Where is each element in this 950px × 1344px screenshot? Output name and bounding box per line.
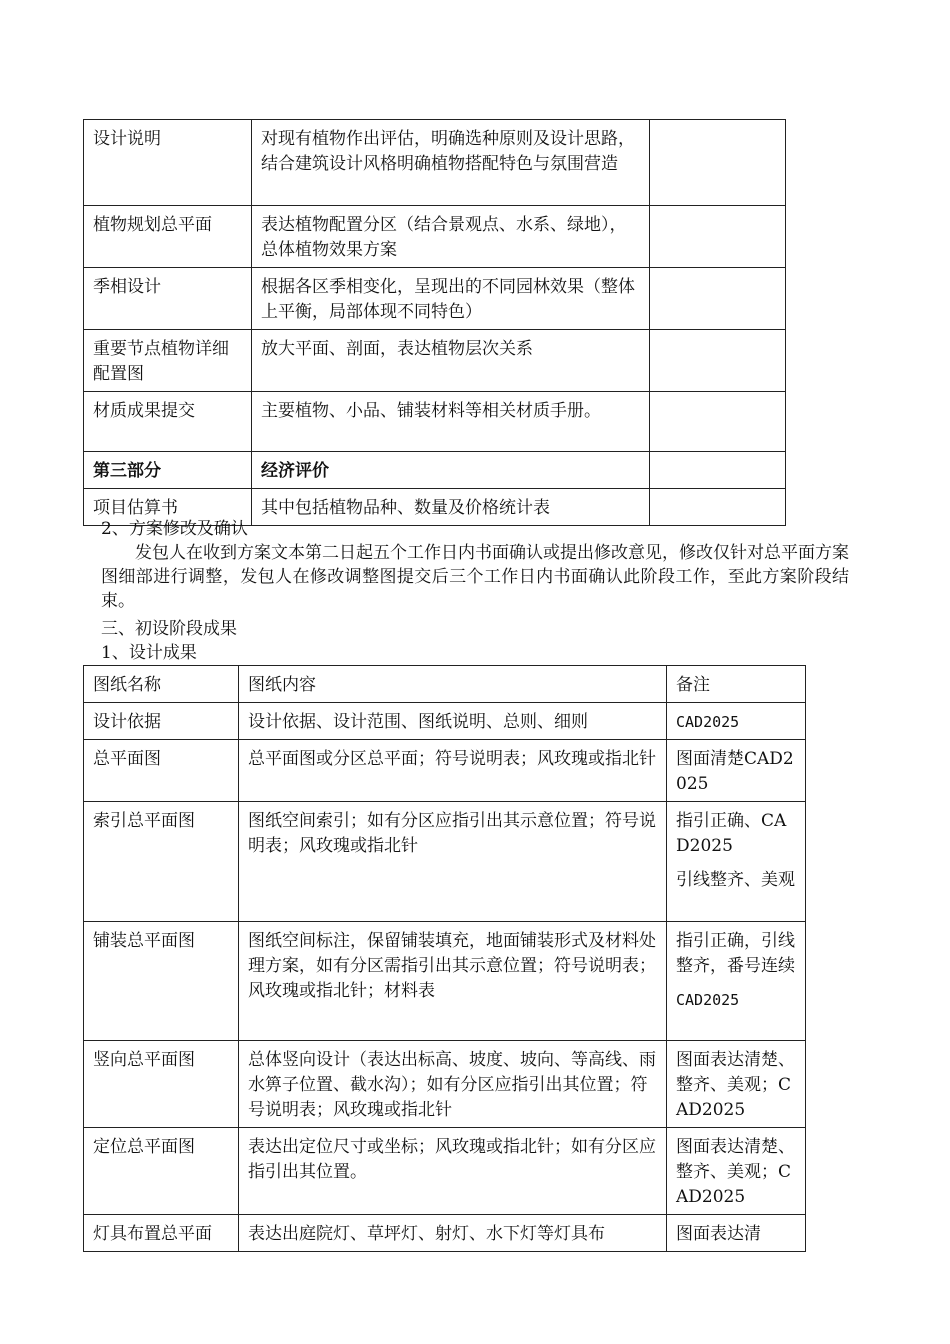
table-row [84, 1128, 806, 1215]
drawing-content-cell: 根据各区季相变化，呈现出的不同园林效果（整体上平衡，局部体现不同特色） [252, 268, 650, 330]
drawing-name-cell: 重要节点植物详细配置图 [84, 330, 252, 392]
table-row [84, 268, 786, 330]
note-cell [650, 392, 786, 452]
drawing-content-cell: 表达出庭院灯、草坪灯、射灯、水下灯等灯具布 [239, 1215, 667, 1252]
note-cell [650, 452, 786, 489]
note-cell [650, 489, 786, 526]
column-header: 备注 [667, 666, 806, 703]
drawing-content-cell: 放大平面、剖面，表达植物层次关系 [252, 330, 650, 392]
note-cell [650, 330, 786, 392]
drawing-name-cell: 材质成果提交 [84, 392, 252, 452]
note-cell [667, 1041, 806, 1128]
section-title-cell: 经济评价 [252, 452, 650, 489]
table-row [84, 206, 786, 268]
table-row [84, 1215, 806, 1252]
drawing-name-cell: 定位总平面图 [84, 1128, 239, 1215]
note-cell [667, 922, 806, 1041]
note-line: CAD2025 [676, 991, 740, 1009]
drawing-name-cell: 总平面图 [84, 740, 239, 802]
section-header-row [84, 452, 786, 489]
note-line: 引线整齐、美观 [676, 870, 795, 890]
note-line: 图面表达清楚、整齐、美观；CAD2025 [676, 1050, 795, 1120]
section-heading: 2、方案修改及确认 [101, 519, 248, 539]
table-row [84, 740, 806, 802]
drawing-content-cell: 图纸空间索引；如有分区应指引出其示意位置；符号说明表；风玫瑰或指北针 [239, 802, 667, 922]
body-paragraph: 发包人在收到方案文本第二日起五个工作日内书面确认或提出修改意见，修改仅针对总平面方案图细部进行调整，发包人在修改调整图提交后三个工作日内书面确认此阶段工作，至此方案阶段结束。 [101, 543, 849, 611]
drawing-name-cell: 植物规划总平面 [84, 206, 252, 268]
table-row [84, 802, 806, 922]
drawing-content-cell: 总平面图或分区总平面；符号说明表；风玫瑰或指北针 [239, 740, 667, 802]
note-cell [650, 206, 786, 268]
note-line: 图面表达清楚、整齐、美观；CAD2025 [676, 1137, 795, 1207]
note-cell [667, 703, 806, 740]
subsection-heading: 1、设计成果 [101, 643, 197, 663]
note-line: 图面清楚CAD2025 [676, 749, 794, 794]
column-header: 图纸名称 [84, 666, 239, 703]
drawing-content-cell: 图纸空间标注，保留铺装填充，地面铺装形式及材料处理方案，如有分区需指引出其示意位置；符号说明表；风玫瑰或指北针；材料表 [239, 922, 667, 1041]
drawing-content-cell: 其中包括植物品种、数量及价格统计表 [252, 489, 650, 526]
drawing-name-cell: 设计说明 [84, 120, 252, 206]
note-cell [667, 1128, 806, 1215]
drawing-content-cell: 设计依据、设计范围、图纸说明、总则、细则 [239, 703, 667, 740]
drawing-name-cell: 季相设计 [84, 268, 252, 330]
drawing-name-cell: 灯具布置总平面 [84, 1215, 239, 1252]
section-name-cell: 第三部分 [84, 452, 252, 489]
drawing-content-cell: 表达植物配置分区（结合景观点、水系、绿地），总体植物效果方案 [252, 206, 650, 268]
note-cell [667, 802, 806, 922]
table-row [84, 922, 806, 1041]
drawing-name-cell: 项目估算书 [84, 489, 252, 526]
note-line: 指引正确、CAD2025 [676, 811, 787, 856]
table-row [84, 703, 806, 740]
drawing-content-cell: 主要植物、小品、铺装材料等相关材质手册。 [252, 392, 650, 452]
drawing-content-cell: 对现有植物作出评估，明确选种原则及设计思路，结合建筑设计风格明确植物搭配特色与氛围营造 [252, 120, 650, 206]
note-cell [650, 120, 786, 206]
drawing-name-cell: 设计依据 [84, 703, 239, 740]
table-row [84, 120, 786, 206]
section-heading: 三、初设阶段成果 [101, 619, 237, 639]
note-cell [667, 740, 806, 802]
note-line: 指引正确，引线整齐，番号连续 [676, 931, 795, 976]
planting-deliverables-table [83, 119, 786, 526]
drawing-name-cell: 竖向总平面图 [84, 1041, 239, 1128]
drawing-name-cell: 索引总平面图 [84, 802, 239, 922]
drawing-content-cell: 表达出定位尺寸或坐标；风玫瑰或指北针；如有分区应指引出其位置。 [239, 1128, 667, 1215]
preliminary-design-table [83, 665, 806, 1252]
table-header-row [84, 666, 806, 703]
note-cell [650, 268, 786, 330]
drawing-content-cell: 总体竖向设计（表达出标高、坡度、坡向、等高线、雨水箅子位置、截水沟）；如有分区应指引出其位置；符号说明表；风玫瑰或指北针 [239, 1041, 667, 1128]
drawing-name-cell: 铺装总平面图 [84, 922, 239, 1041]
note-line: 图面表达清 [676, 1224, 761, 1244]
column-header: 图纸内容 [239, 666, 667, 703]
table-row [84, 392, 786, 452]
table-row [84, 330, 786, 392]
note-cell [667, 1215, 806, 1252]
note-line: CAD2025 [676, 713, 740, 731]
table-row [84, 1041, 806, 1128]
